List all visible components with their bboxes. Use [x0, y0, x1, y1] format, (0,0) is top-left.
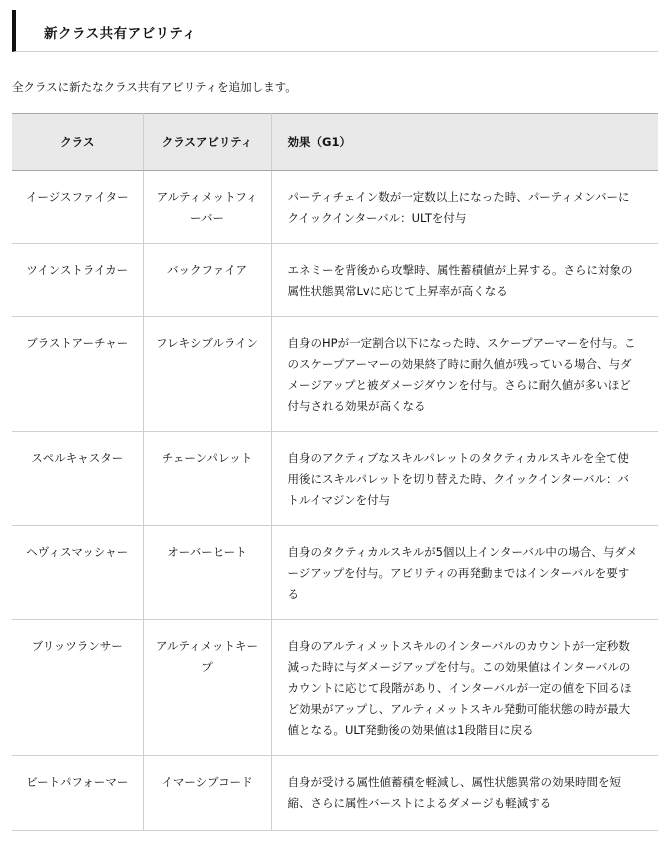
table-header-row	[12, 114, 658, 171]
table-row	[12, 244, 658, 317]
section-header	[12, 10, 658, 52]
ability-name: バックファイア	[143, 244, 271, 317]
ability-name: アルティメットフィーバー	[143, 171, 271, 244]
intro-text: 全クラスに新たなクラス共有アビリティを追加します。	[12, 80, 297, 94]
class-name: ブリッツランサー	[12, 620, 143, 756]
ability-effect: 自身のHPが一定割合以下になった時、スケープアーマーを付与。このスケープアーマーの効果終了時に耐久値が残っている場合、与ダメージアップと被ダメージダウンを付与。さらに耐久値が多いほど付与される効果が高くなる	[271, 317, 658, 432]
ability-effect: 自身が受ける属性値蓄積を軽減し、属性状態異常の効果時間を短縮、さらに属性バーストによるダメージも軽減する	[271, 756, 658, 831]
class-name: ブラストアーチャー	[12, 317, 143, 432]
ability-effect: 自身のアルティメットスキルのインターバルのカウントが一定秒数減った時に与ダメージアップを付与。この効果値はインターバルのカウントに応じて段階があり、インターバルが一定の値を下回るほど効果がアップし、アルティメットスキル発動可能状態の時が最大値となる。ULT発動後の効果値は1段階目に戻る	[271, 620, 658, 756]
class-name: スペルキャスター	[12, 432, 143, 526]
ability-name: チェーンパレット	[143, 432, 271, 526]
ability-name: イマーシブコード	[143, 756, 271, 831]
ability-name: オーバーヒート	[143, 526, 271, 620]
header-effect: 効果（G1）	[271, 114, 658, 171]
ability-table	[12, 113, 658, 831]
ability-name: フレキシブルライン	[143, 317, 271, 432]
class-name: ビートパフォーマー	[12, 756, 143, 831]
class-name: ヘヴィスマッシャー	[12, 526, 143, 620]
header-ability: クラスアビリティ	[143, 114, 271, 171]
ability-effect: 自身のタクティカルスキルが5個以上インターバル中の場合、与ダメージアップを付与。アビリティの再発動まではインターバルを要する	[271, 526, 658, 620]
table-row	[12, 432, 658, 526]
class-name: イージスファイター	[12, 171, 143, 244]
table-row	[12, 620, 658, 756]
ability-effect: 自身のアクティブなスキルパレットのタクティカルスキルを全て使用後にスキルパレットを切り替えた時、クイックインターバル：バトルイマジンを付与	[271, 432, 658, 526]
ability-effect: エネミーを背後から攻撃時、属性蓄積値が上昇する。さらに対象の属性状態異常Lvに応じて上昇率が高くなる	[271, 244, 658, 317]
table-row	[12, 171, 658, 244]
ability-effect: パーティチェイン数が一定数以上になった時、パーティメンバーにクイックインターバル：ULTを付与	[271, 171, 658, 244]
class-name: ツインストライカー	[12, 244, 143, 317]
header-class: クラス	[12, 114, 143, 171]
section-title: 新クラス共有アビリティ	[44, 26, 197, 42]
table-row	[12, 756, 658, 831]
table-row	[12, 526, 658, 620]
table-row	[12, 317, 658, 432]
ability-name: アルティメットキープ	[143, 620, 271, 756]
